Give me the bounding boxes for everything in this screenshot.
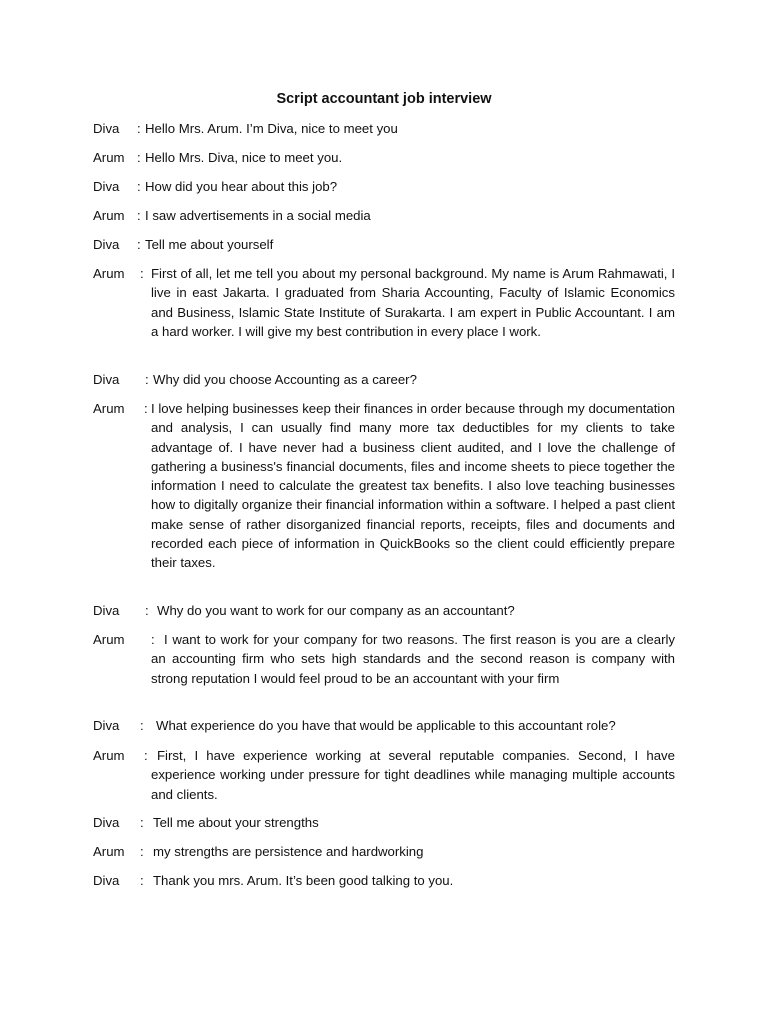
speaker-name: Arum (93, 632, 125, 647)
speaker-name: Arum (93, 401, 125, 416)
dialogue-text: I want to work for your company for two reasons. The first reason is you are a clearly an accounting firm who sets high standards and the second reason is company with strong reputation I would feel proud to be an accountant with your firm (151, 632, 675, 686)
speaker-name: Diva (93, 237, 120, 252)
document-title: Script accountant job interview (276, 91, 492, 107)
dialogue-text: What experience do you have that would be applicable to this accountant role? (156, 718, 616, 733)
speaker-name: Arum (93, 266, 125, 281)
speaker-separator: : (145, 603, 149, 618)
dialogue-line (93, 177, 675, 196)
dialogue-text: Thank you mrs. Arum. It’s been good talking to you. (153, 873, 454, 888)
dialogue-line (93, 716, 675, 735)
dialogue-line (93, 399, 675, 573)
dialogue-text: Hello Mrs. Arum. I’m Diva, nice to meet you (145, 121, 398, 136)
speaker-separator: : (140, 718, 144, 733)
dialogue-line (93, 264, 675, 341)
dialogue-line (93, 871, 675, 890)
dialogue-line (93, 119, 675, 138)
dialogue-text: Why do you want to work for our company as an accountant? (157, 603, 515, 618)
speaker-name: Arum (93, 150, 125, 165)
speaker-separator: : (140, 815, 144, 830)
speaker-name: Diva (93, 372, 120, 387)
speaker-separator: : (144, 401, 148, 416)
speaker-separator: : (137, 179, 141, 194)
speaker-separator: : (151, 632, 155, 647)
speaker-separator: : (140, 266, 144, 281)
speaker-name: Diva (93, 815, 120, 830)
speaker-separator: : (137, 121, 141, 136)
dialogue-line (93, 842, 675, 861)
dialogue-text: I saw advertisements in a social media (145, 208, 371, 223)
dialogue-line (93, 206, 675, 225)
speaker-separator: : (137, 237, 141, 252)
speaker-separator: : (140, 873, 144, 888)
dialogue-text: Why did you choose Accounting as a career? (153, 372, 417, 387)
speaker-separator: : (137, 208, 141, 223)
speaker-name: Diva (93, 179, 120, 194)
dialogue-text: Tell me about your strengths (153, 815, 319, 830)
speaker-name: Arum (93, 844, 125, 859)
dialogue-text: First, I have experience working at several reputable companies. Second, I have experience working under pressure for tight deadlines while managing multiple accounts and clients. (151, 748, 675, 802)
speaker-separator: : (144, 748, 148, 763)
speaker-name: Diva (93, 873, 120, 888)
dialogue-line (93, 746, 675, 804)
speaker-name: Diva (93, 718, 120, 733)
dialogue-line (93, 370, 675, 389)
speaker-separator: : (137, 150, 141, 165)
speaker-name: Arum (93, 748, 125, 763)
dialogue-line (93, 235, 675, 254)
speaker-name: Diva (93, 121, 120, 136)
speaker-name: Diva (93, 603, 120, 618)
dialogue-text: How did you hear about this job? (145, 179, 338, 194)
dialogue-line (93, 601, 675, 620)
speaker-separator: : (145, 372, 149, 387)
dialogue-line (93, 813, 675, 832)
speaker-separator: : (140, 844, 144, 859)
dialogue-text: my strengths are persistence and hardworking (153, 844, 424, 859)
speaker-name: Arum (93, 208, 125, 223)
dialogue-text: Hello Mrs. Diva, nice to meet you. (145, 150, 343, 165)
dialogue-text: Tell me about yourself (145, 237, 274, 252)
dialogue-line (93, 148, 675, 167)
dialogue-line (93, 630, 675, 688)
dialogue-text: First of all, let me tell you about my personal background. My name is Arum Rahmawati, I live in east Jakarta. I graduated from Sharia Accounting, Faculty of Islamic Economics and Business, Islamic State Institute of Surakarta. I am expert in Public Accountant. I am a hard worker. I will give my best contribution in every place I work. (151, 266, 675, 339)
dialogue-text: I love helping businesses keep their finances in order because through my documentation and analysis, I can usually find many more tax deductibles for my clients to take advantage of. I have never had a business client audited, and I love the challenge of gathering a business's financial documents, files and income sheets to piece together the information I need to calculate the greatest tax benefits. I also love teaching businesses how to digitally organize their financial information within a software. I helped a past client make sense of rather disorganized financial reports, receipts, files and documents and recorded each piece of information in QuickBooks so the client could efficiently prepare their taxes. (151, 401, 675, 571)
